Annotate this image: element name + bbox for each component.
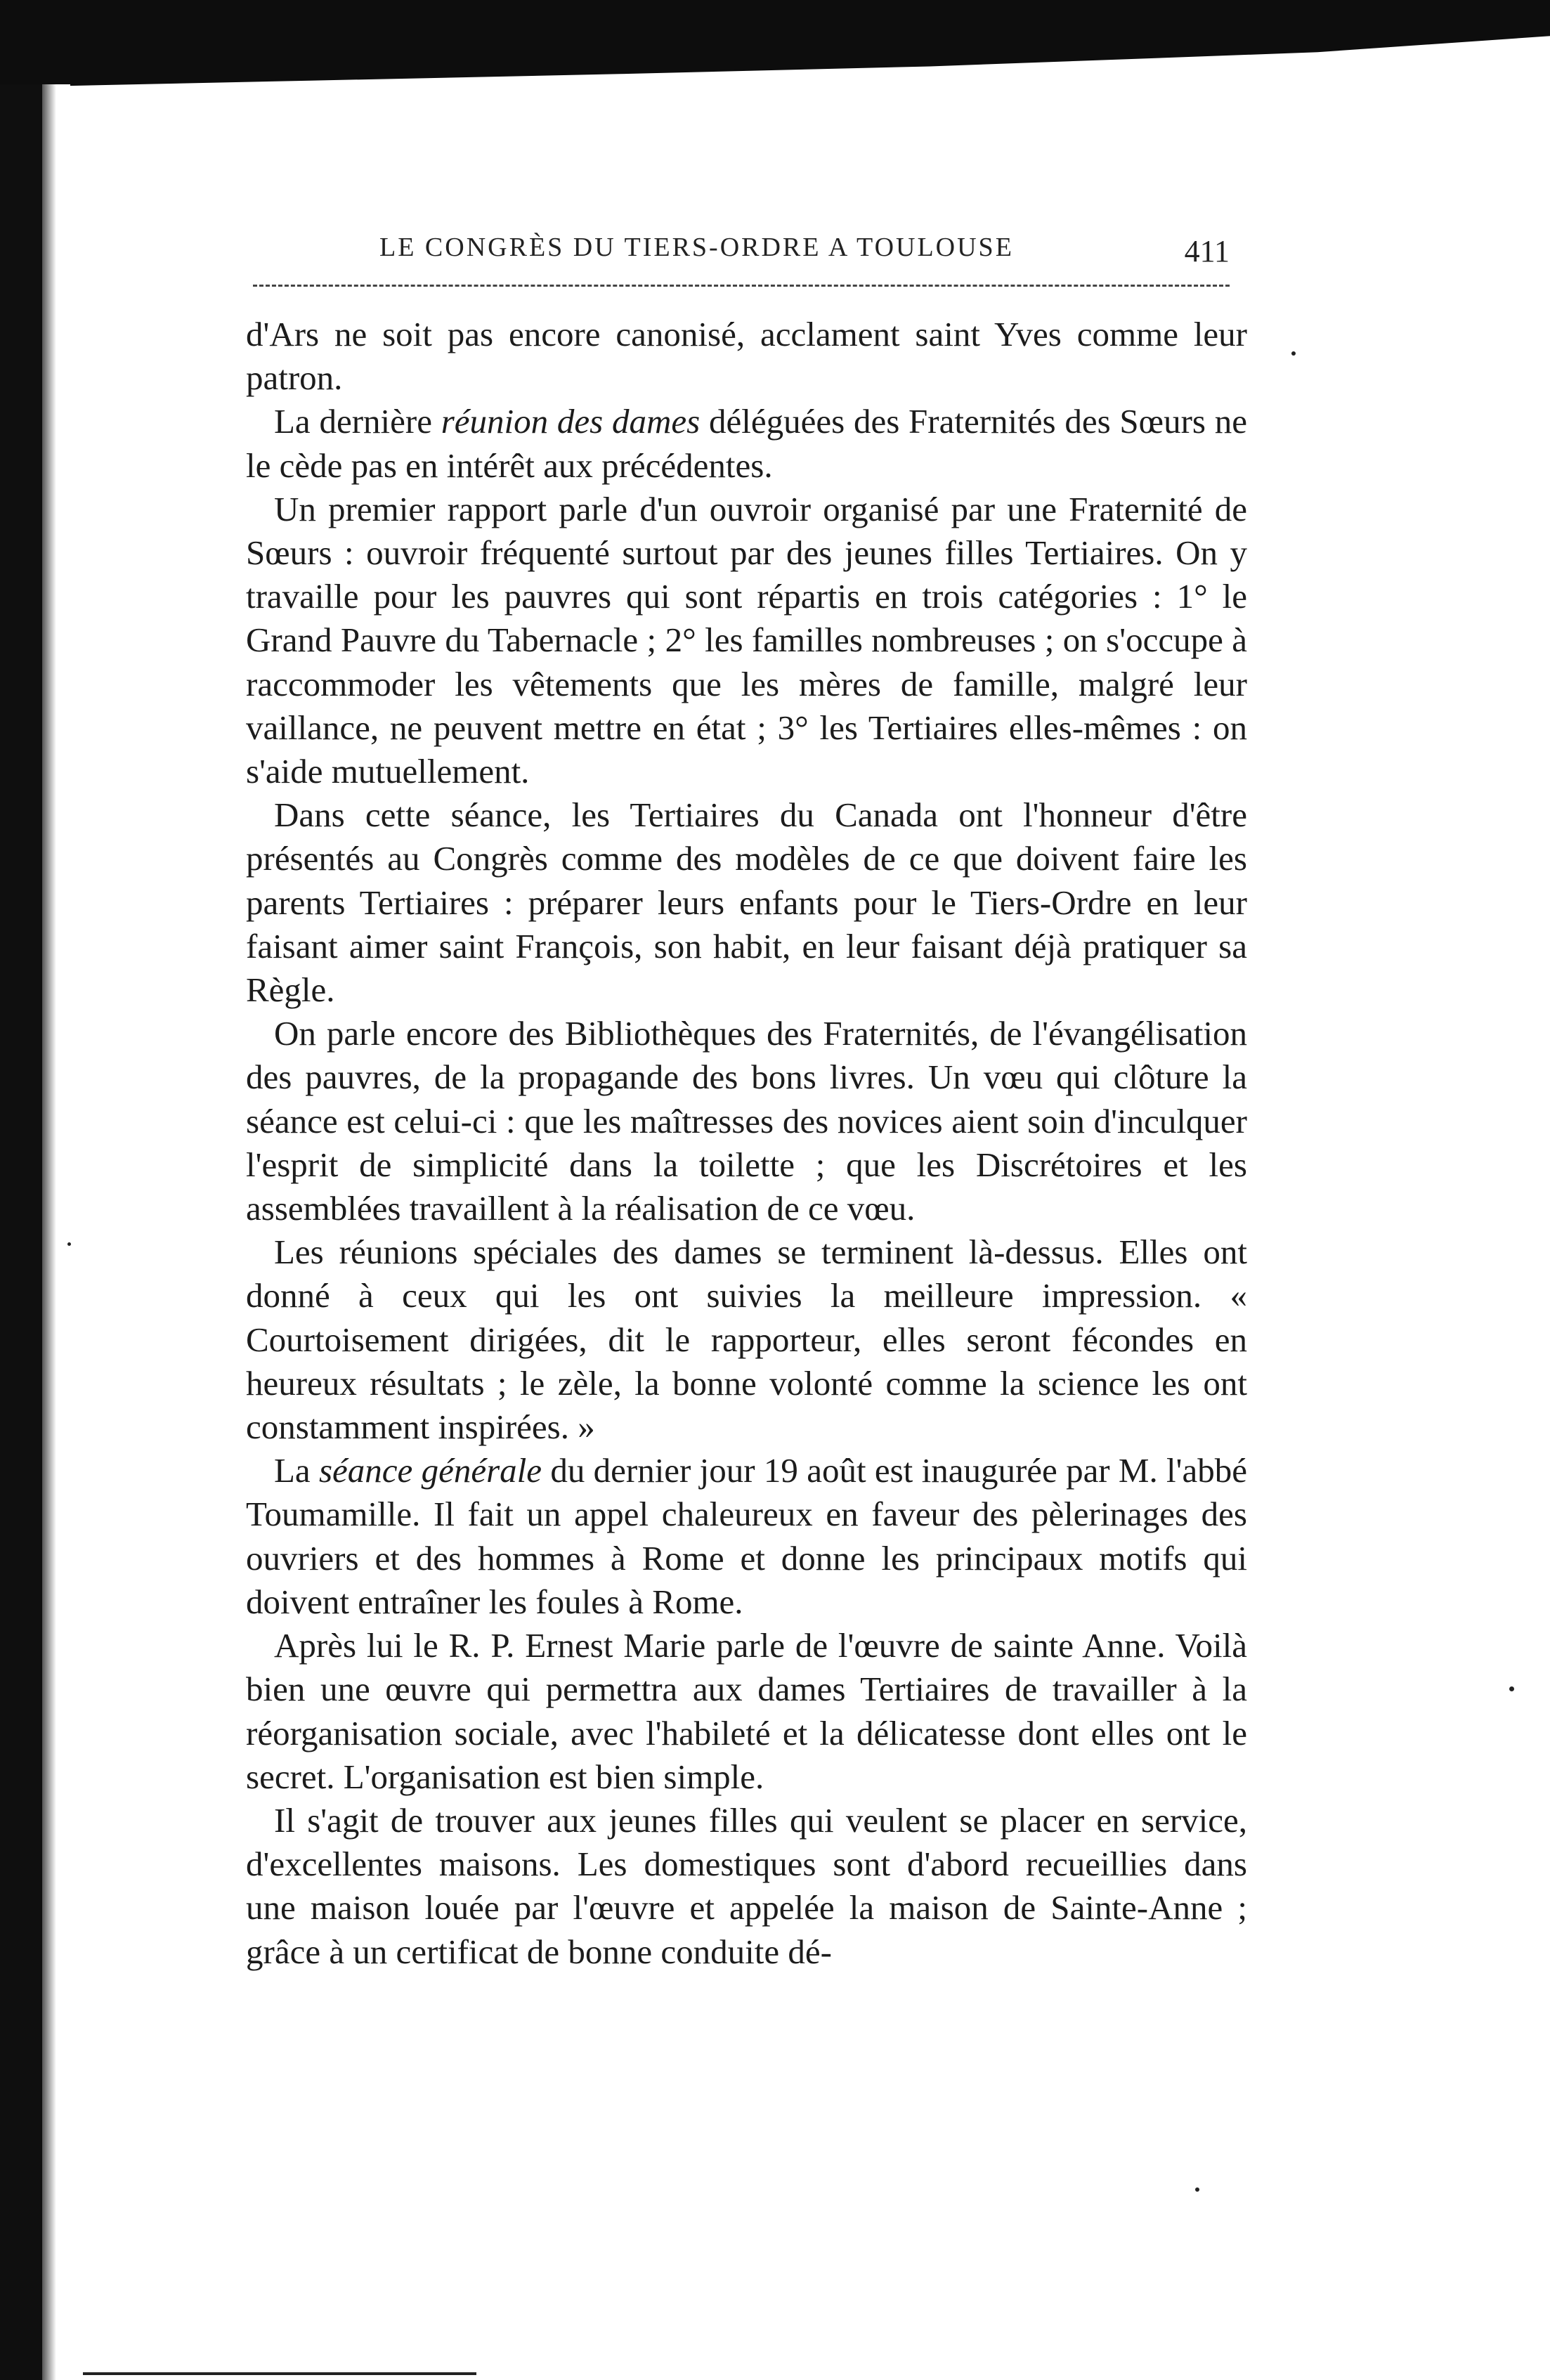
dust-speck — [67, 1242, 71, 1246]
paragraph: Les réunions spéciales des dames se terminent là-dessus. Elles ont donné à ceux qui les ont suivies la meilleure impression. « Courtoisement dirigées, dit le rapporteur, elles seront fécondes en heureux résultats ; le zèle, la bonne volonté comme la science les ont constamment inspirées. » — [246, 1233, 1247, 1447]
scan-bottom-line — [83, 2372, 476, 2375]
text-run: La dernière — [274, 402, 441, 441]
dust-speck — [1291, 351, 1296, 356]
paragraph: Il s'agit de trouver aux jeunes filles qui veulent se placer en service, d'excellentes maisons. Les domestiques sont d'abord recueillies dans une maison louée par l'œuvre et appelée la maison de Sainte-Anne ; grâce à un certificat de bonne conduite dé- — [246, 1800, 1247, 1971]
paragraph: d'Ars ne soit pas encore canonisé, acclament saint Yves comme leur patron. — [246, 315, 1247, 398]
scan-left-shade — [42, 84, 56, 2380]
italic-run: séance générale — [318, 1451, 542, 1490]
scan-left-edge — [0, 84, 70, 2380]
header-rule — [253, 285, 1230, 287]
text-run: déléguées des Fraternités des Sœurs ne le cède pas en intérêt aux précédentes. — [246, 402, 1247, 485]
page-body — [246, 313, 1247, 1974]
dust-speck — [1195, 2187, 1199, 2192]
paragraph: On parle encore des Bibliothèques des Fraternités, de l'évangélisation des pauvres, de la propagande des bons livres. Un vœu qui clôture la séance est celui-ci : que les maîtresses des novices aient soin d'inculquer l'esprit de simplicité dans la toilette ; que les Discrétoires et les assemblées travaillent à la réalisation de ce vœu. — [246, 1014, 1247, 1228]
scan-top-band — [0, 0, 1550, 95]
paragraph — [246, 1449, 1247, 1624]
paragraph: Dans cette séance, les Tertiaires du Canada ont l'honneur d'être présentés au Congrès comme des modèles de ce que doivent faire les parents Tertiaires : préparer leurs enfants pour le Tiers-Ordre en leur faisant aimer saint François, son habit, en leur faisant déjà pratiquer sa Règle. — [246, 795, 1247, 1010]
running-title: LE CONGRÈS DU TIERS-ORDRE A TOULOUSE — [379, 233, 1014, 262]
text-run: La — [274, 1451, 319, 1490]
running-header — [246, 232, 1230, 274]
italic-run: réunion des dames — [441, 402, 701, 441]
paragraph: Après lui le R. P. Ernest Marie parle de l'œuvre de sainte Anne. Voilà bien une œuvre qui permettra aux dames Tertiaires de travailler à la réorganisation sociale, avec l'habileté et la délicatesse dont elles ont le secret. L'organisation est bien simple. — [246, 1626, 1247, 1796]
paragraph: Un premier rapport parle d'un ouvroir organisé par une Fraternité de Sœurs : ouvroir fréquenté surtout par des jeunes filles Tertiaires. On y travaille pour les pauvres qui sont répartis en trois catégories : 1° le Grand Pauvre du Tabernacle ; 2° les familles nombreuses ; on s'occupe à raccommoder les vêtements que les mères de famille, malgré leur vaillance, ne peuvent mettre en état ; 3° les Tertiaires elles-mêmes : on s'aide mutuellement. — [246, 489, 1247, 791]
dust-speck — [1509, 1686, 1514, 1691]
page-number: 411 — [1184, 234, 1230, 268]
paragraph — [246, 400, 1247, 487]
text-run: du dernier jour 19 août est inaugurée par M. l'abbé Toumamille. Il fait un appel chaleureux en faveur des pèlerinages des ouvriers et des hommes à Rome et donne les principaux motifs qui doivent entraîner les foules à Rome. — [246, 1451, 1247, 1621]
